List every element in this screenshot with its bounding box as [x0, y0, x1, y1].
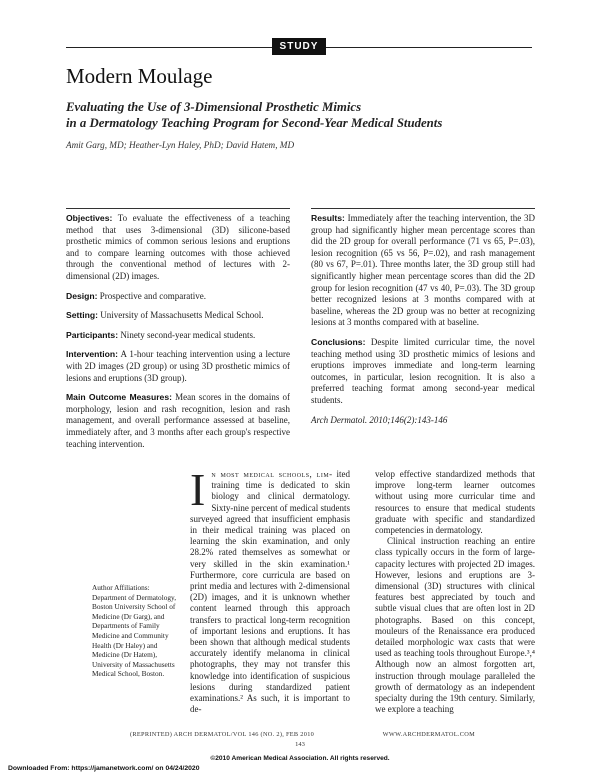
article-subtitle: [66, 99, 536, 131]
abstract-left-column: [66, 213, 290, 458]
abstract-intervention: [66, 349, 290, 384]
running-footer: [130, 731, 475, 738]
results-text: Immediately after the teaching intervention, the 3D group had significantly higher mean percentage scores than did the 2D group for overall performance (71 vs 65, P=.03), lesion recognition (65 vs 56, P=.02), and rash management (80 vs 67, P=.01). Three months later, the 3D group still had significantly higher mean percentage scores than did the 2D group for lesion recognition (47 vs 40, P=.03). The 3D group better recognized lesions at 3 months compared with at baseline, whereas the 2D group was no better at recognizing lesions at 3 months compared with at baseline.: [311, 213, 535, 328]
setting-text: University of Massachusetts Medical School.: [97, 310, 264, 321]
abstract-conclusions: [311, 337, 535, 407]
drop-cap: I: [190, 464, 206, 515]
lead-in: n most medical schools, lim-: [211, 469, 333, 479]
article-authors: Amit Garg, MD; Heather-Lyn Haley, PhD; David Hatem, MD: [66, 140, 295, 150]
body-column-1: [190, 464, 351, 715]
citation: Arch Dermatol. 2010;146(2):143-146: [311, 414, 448, 425]
body-paragraph-2: Clinical instruction reaching an entire class typically occurs in the form of large-capacity lectures with projected 2D images. However, lesions and eruptions are 3-dimensional (3D) structures with clinical features best appreciated by touch and subtle visual clues that are often lost in 2D photographs. Based on this concept, mouleurs of the Renaissance era produced detailed morphologic wax casts that were used as teaching tools throughout Europe.³,⁴ Although now an almost forgotten art, instruction through moulage paralleled the growth of dermatology as an independent specialty during the 19th century. Similarly, we explore a teaching: [375, 536, 535, 715]
abstract-right-column: [311, 213, 535, 434]
conclusions-text: Despite limited curricular time, the novel teaching method using 3D prosthetic mimics of lesions and eruptions improves immediate and long-term learning outcomes, in particular, lesion recognition. It is also a preferred teaching format among second-year medical students.: [311, 336, 535, 405]
copyright-notice: ©2010 American Medical Association. All rights reserved.: [210, 755, 390, 762]
participants-text: Ninety second-year medical students.: [118, 329, 256, 340]
abstract-rule-left: [66, 208, 290, 209]
abstract-results: [311, 213, 535, 329]
page-number: 143: [295, 741, 305, 748]
footer-journal: (REPRINTED) ARCH DERMATOL/VOL 146 (NO. 2), FEB 2010: [130, 731, 315, 738]
body-column-2: [375, 469, 535, 715]
body-text: ited training time is dedicated to skin biology and clinical dermatology. Sixty-nine percent of medical students surveyed agreed that insufficient emphasis in their medical training was placed on learning the skin examination, and only 28.2% rated themselves as somewhat or very skilled in the skin examination.¹ Furthermore, core curricula are based on print media and lectures with 2-dimensional (2D) images, and it is unknown whether content learned through this approach transfers to practical long-term recognition of important lesions and eruptions. It has been shown that although medical students accurately identify melanoma in clinical photographs, they may not transfer this knowledge into identification of suspicious lesions during standardized patient examinations.² As such, it is important to de-: [190, 469, 351, 715]
section-label: STUDY: [272, 38, 326, 55]
design-heading: Design:: [66, 290, 98, 301]
abstract-setting: [66, 310, 290, 322]
objectives-text: To evaluate the effectiveness of a teaching method that uses 3-dimensional (3D) silicone-based prosthetic mimics of common serious lesions and eruptions and to compare learning outcomes with those achieved through the conventional method of lectures with 2-dimensional (2D) images.: [66, 213, 290, 281]
intervention-heading: Intervention:: [66, 349, 119, 360]
results-heading: Results:: [311, 213, 345, 223]
abstract-participants: [66, 330, 290, 342]
measures-heading: Main Outcome Measures:: [66, 392, 172, 403]
subtitle-line-1: Evaluating the Use of 3-Dimensional Prosthetic Mimics: [66, 100, 362, 114]
body-paragraph: [190, 464, 351, 715]
affiliations-label: Author Affiliations:: [92, 583, 150, 592]
conclusions-heading: Conclusions:: [311, 336, 366, 347]
objectives-heading: Objectives:: [66, 213, 113, 223]
intervention-text: A 1-hour teaching intervention using a lecture with 2D images (2D group) or using 3D prosthetic mimics of lesions and eruptions (3D group).: [66, 349, 290, 383]
download-notice: Downloaded From: https://jamanetwork.com/ on 04/24/2020: [8, 765, 200, 772]
author-affiliations: [92, 583, 184, 679]
body-paragraph-1: velop effective standardized methods that improve long-term learner outcomes without using more curricular time and resources to ensure that medical students graduate with specific and standardized competencies in dermatology.: [375, 469, 535, 536]
subtitle-line-2: in a Dermatology Teaching Program for Second-Year Medical Students: [66, 116, 443, 130]
measures-text: Mean scores in the domains of morphology, lesion and rash recognition, lesion and rash management, and overall performance assessed at baseline, immediately after, and 3 months after each group's respective teaching intervention.: [66, 392, 290, 449]
article-title: Modern Moulage: [66, 64, 213, 88]
setting-heading: Setting:: [66, 310, 98, 321]
abstract-design: [66, 291, 290, 303]
abstract-measures: [66, 392, 290, 450]
abstract-rule-right: [311, 208, 535, 209]
affiliations-text: Department of Dermatology, Boston University School of Medicine (Dr Garg), and Departments of Family Medicine and Community Health (Dr Haley) and Medicine (Dr Hatem), University of Massachusetts Medical School, Boston.: [92, 592, 177, 679]
abstract-objectives: [66, 213, 290, 283]
participants-heading: Participants:: [66, 329, 119, 340]
design-text: Prospective and comparative.: [97, 290, 206, 301]
footer-url: WWW.ARCHDERMATOL.COM: [382, 731, 475, 738]
